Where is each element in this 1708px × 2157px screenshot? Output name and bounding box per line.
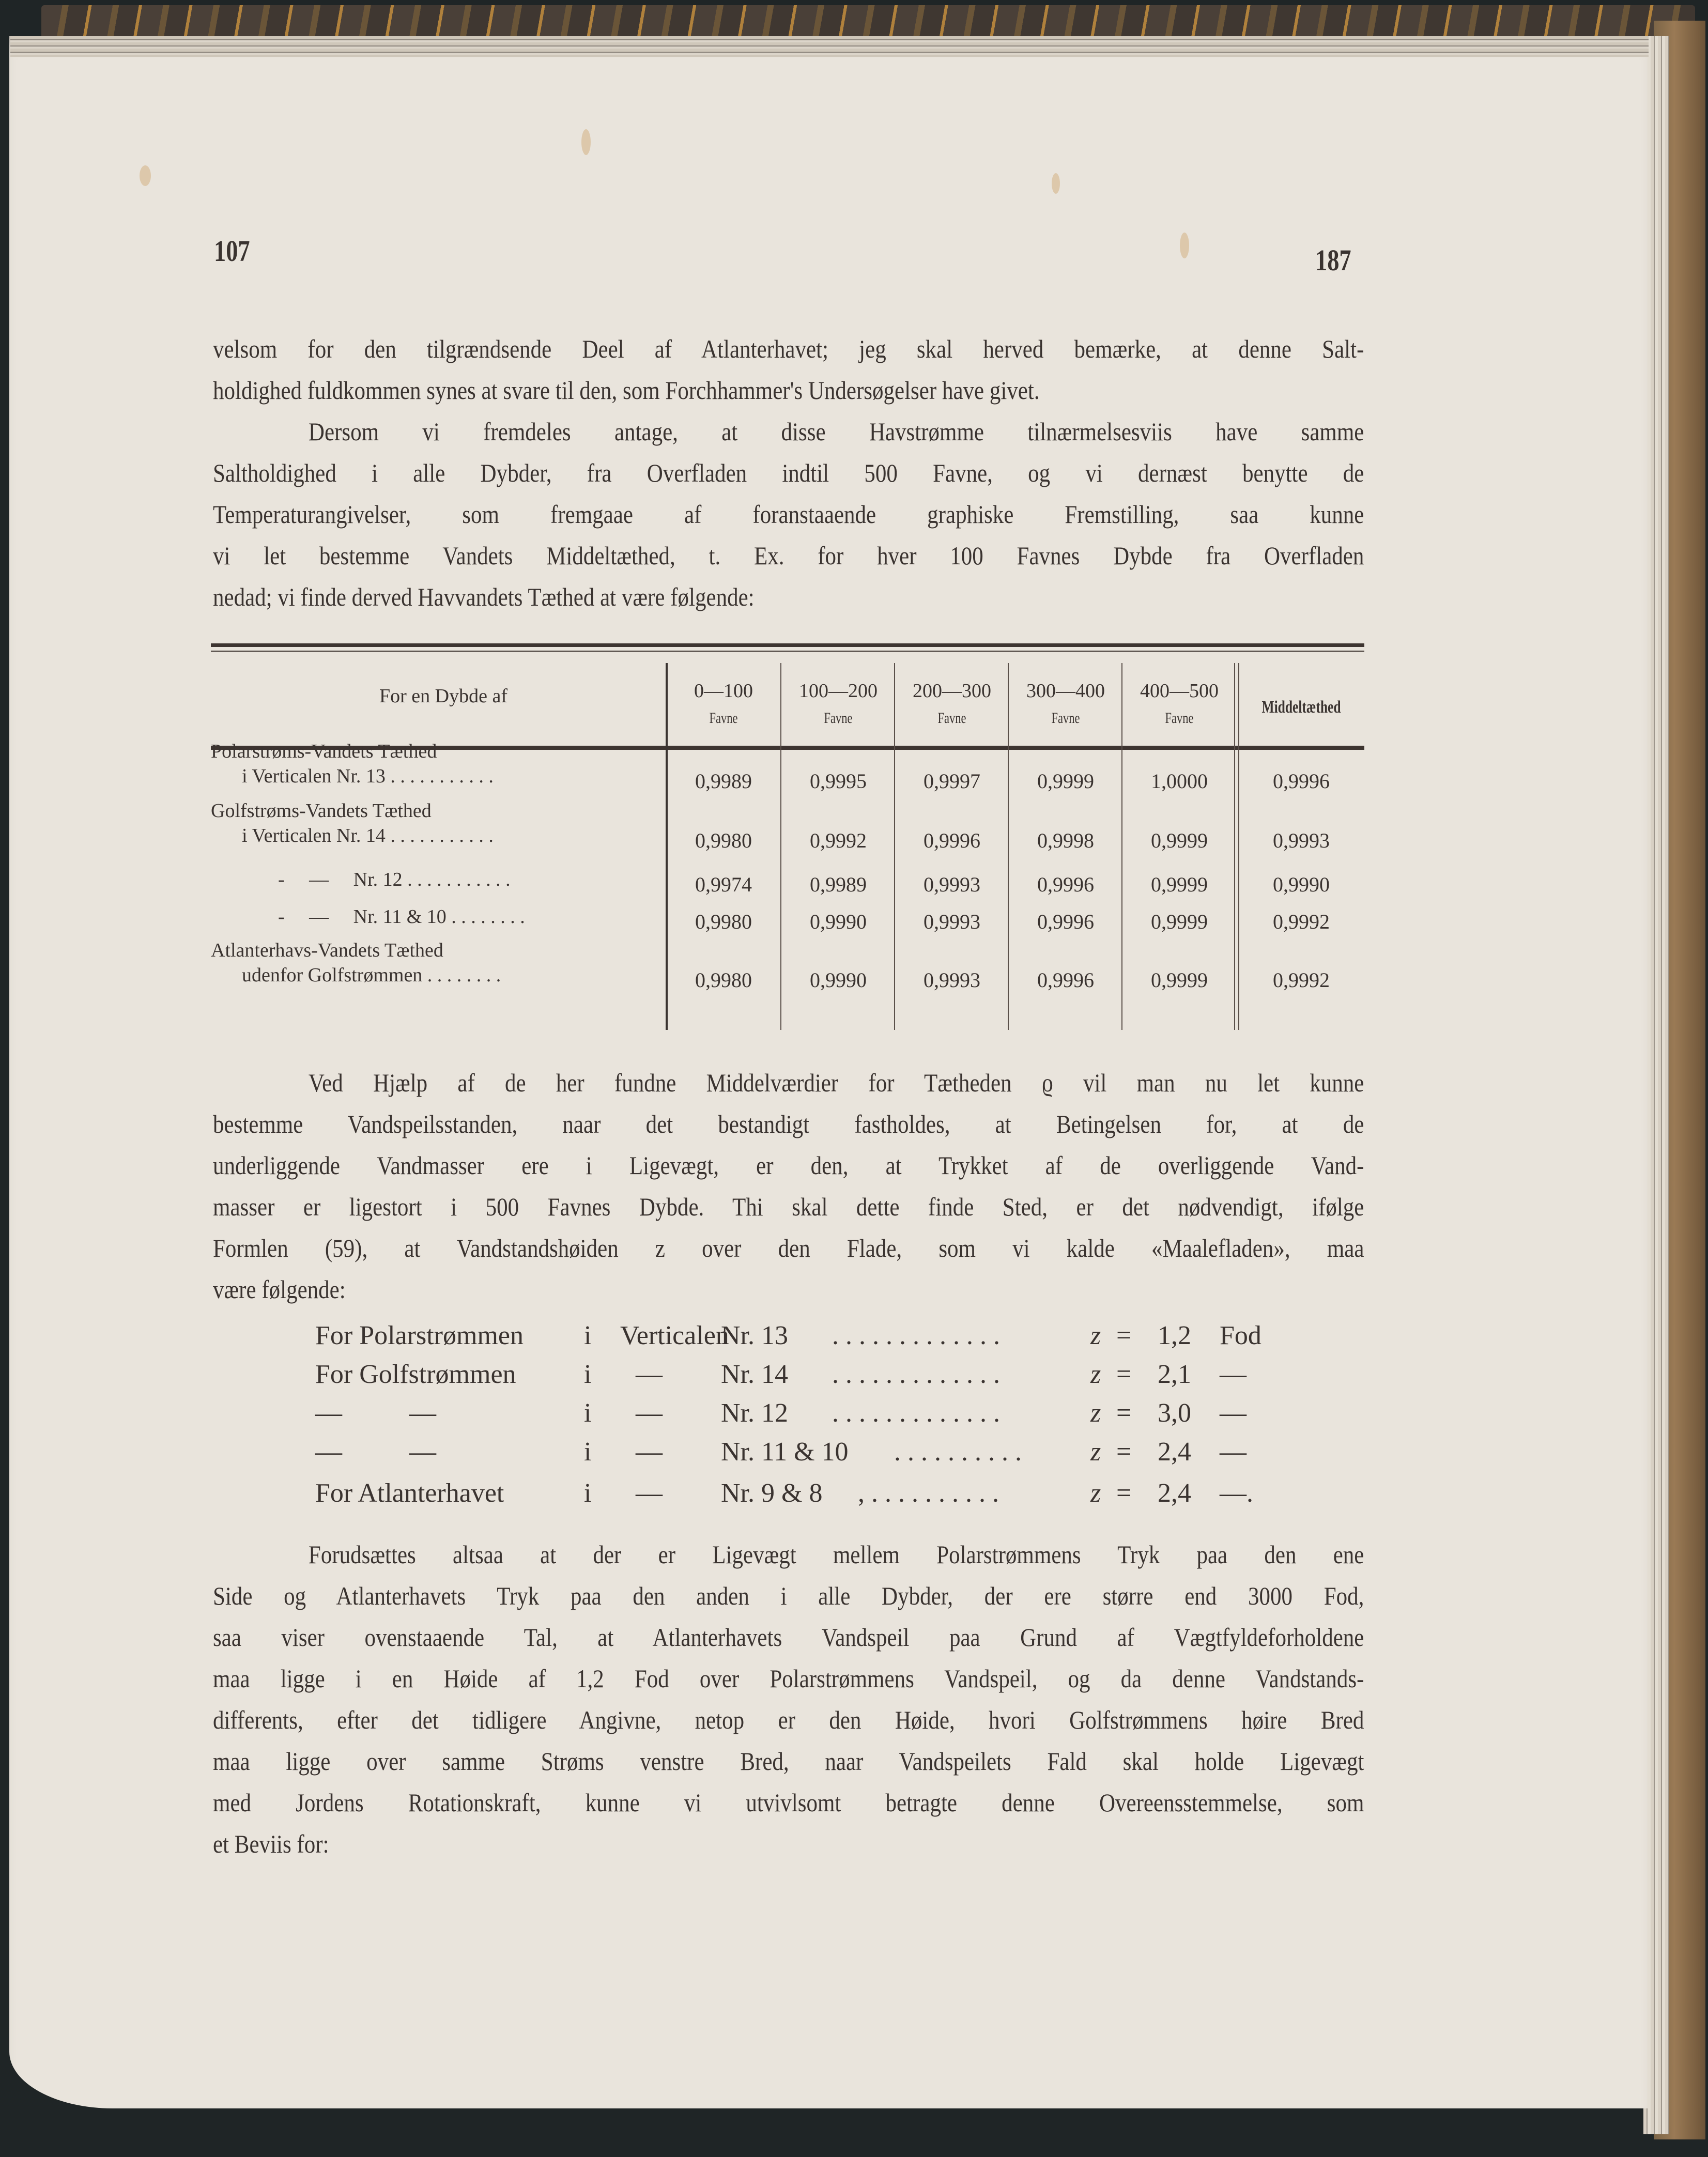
table-cell: 0,9990 (810, 968, 867, 992)
equation-c2: i (584, 1437, 592, 1467)
table-cell: 0,9990 (810, 910, 867, 933)
column-unit: Favne (1051, 710, 1080, 727)
column-header-300-400: 300—400 (1026, 680, 1105, 702)
table-cell: 0,9998 (1037, 829, 1094, 852)
row-sublabel: i Verticalen Nr. 14 . . . . . . . . . . . (242, 825, 494, 846)
table-cell: 0,9999 (1151, 910, 1208, 933)
equation-eq: = (1116, 1398, 1132, 1428)
density-table (211, 643, 1364, 1041)
table-cell: 0,9989 (695, 769, 752, 793)
text-line: Forudsættes altsaa at der er Ligevægt mellem Polarstrømmens Tryk paa den ene (308, 1540, 1364, 1569)
table-cell: 0,9980 (695, 910, 752, 933)
text-line: Side og Atlanterhavets Tryk paa den anden i alle Dybder, der ere større end 3000 Fod, (213, 1581, 1364, 1610)
text-line: masser er ligestort i 500 Favnes Dybde. Thi skal dette finde Sted, er det nødvendigt, ifølge (213, 1192, 1364, 1221)
equation-var: z (1090, 1398, 1101, 1428)
text-line: med Jordens Rotationskraft, kunne vi utvivlsomt betragte denne Overeensstemmelse, som (213, 1788, 1364, 1817)
text-line: bestemme Vandspeilsstanden, naar det bestandigt fastholdes, at Betingelsen for, at de (213, 1110, 1364, 1138)
column-header-0-100: 0—100 (694, 680, 753, 702)
equation-c1: For Atlanterhavet (315, 1478, 504, 1508)
equation-dots: . . . . . . . . . . . . . (832, 1321, 1000, 1350)
text-line: Dersom vi fremdeles antage, at disse Havstrømme tilnærmelsesviis have samme (308, 417, 1364, 446)
table-cell: 0,9999 (1037, 769, 1094, 793)
equation-var: z (1090, 1437, 1101, 1467)
equation-unit: — (1220, 1437, 1247, 1467)
table-cell: 0,9996 (1037, 910, 1094, 933)
column-unit: Favne (824, 710, 853, 727)
text-line: være følgende: (213, 1275, 346, 1304)
equation-val: 2,1 (1158, 1360, 1191, 1389)
text-line: Saltholdighed i alle Dybder, fra Overfladen indtil 500 Favne, og vi dernæst benytte de (213, 458, 1364, 487)
table-top-rule-thin (211, 651, 1364, 652)
text-line: velsom for den tilgrændsende Deel af Atlanterhavet; jeg skal herved bemærke, at denne Salt- (213, 334, 1364, 363)
equation-val: 1,2 (1158, 1321, 1191, 1350)
equation-c2: i (584, 1398, 592, 1428)
text-line: maa ligge i en Høide af 1,2 Fod over Polarstrømmens Vandspeil, og da denne Vandstands- (213, 1664, 1364, 1693)
equation-nr: Nr. 9 & 8 (721, 1478, 823, 1508)
equation-c3: Verticalen (620, 1321, 729, 1350)
row-sublabel: i Verticalen Nr. 13 . . . . . . . . . . . (242, 765, 494, 787)
equation-nr: Nr. 14 (721, 1360, 788, 1389)
row-sublabel: - — Nr. 12 . . . . . . . . . . . (278, 869, 511, 890)
paragraph-2 (213, 411, 1364, 618)
page-top-edge (10, 36, 1649, 57)
equation-var: z (1090, 1478, 1101, 1508)
equation-unit: Fod (1220, 1321, 1261, 1350)
table-cell: 0,9999 (1151, 829, 1208, 852)
text-line: underliggende Vandmasser ere i Ligevægt, er den, at Trykket af de overliggende Vand- (213, 1151, 1364, 1180)
row-label: Atlanterhavs-Vandets Tæthed (211, 939, 443, 961)
equation-val: 2,4 (1158, 1437, 1191, 1467)
equation-eq: = (1116, 1437, 1132, 1467)
equation-c3: — (636, 1437, 663, 1467)
table-cell: 0,9974 (695, 873, 752, 896)
text-line: et Beviis for: (213, 1829, 329, 1858)
equation-eq: = (1116, 1360, 1132, 1389)
table-cell: 0,9990 (1273, 873, 1330, 896)
text-line: nedad; vi finde derved Havvandets Tæthed at være følgende: (213, 582, 755, 611)
text-line: Ved Hjælp af de her fundne Middelværdier for Tætheden ϱ vil man nu let kunne (308, 1068, 1364, 1097)
table-header-label: For en Dybde af (379, 685, 507, 707)
equation-c2: i (584, 1478, 592, 1508)
equation-var: z (1090, 1321, 1101, 1350)
equation-c1: — — (315, 1398, 436, 1428)
table-cell: 0,9980 (695, 829, 752, 852)
text-line: Formlen (59), at Vandstandshøiden z over den Flade, som vi kalde «Maalefladen», maa (213, 1234, 1364, 1262)
table-cell: 1,0000 (1151, 769, 1208, 793)
table-top-rule (211, 643, 1364, 647)
column-unit: Favne (937, 710, 966, 727)
equation-unit: — (1220, 1398, 1247, 1428)
page-number-right: 187 (1315, 243, 1351, 277)
table-cell: 0,9999 (1151, 968, 1208, 992)
text-line: holdighed fuldkommen synes at svare til den, som Forchhammer's Undersøgelser have givet. (213, 376, 1040, 405)
table-cell: 0,9993 (1273, 829, 1330, 852)
table-cell: 0,9993 (924, 910, 980, 933)
table-cell: 0,9980 (695, 968, 752, 992)
table-cell: 0,9992 (1273, 910, 1330, 933)
equation-val: 2,4 (1158, 1478, 1191, 1508)
column-unit: Favne (709, 710, 738, 727)
table-cell: 0,9993 (924, 968, 980, 992)
paragraph-3 (213, 1062, 1364, 1310)
column-header-100-200: 100—200 (799, 680, 878, 702)
equation-c1: For Golfstrømmen (315, 1360, 516, 1389)
equation-c3: — (636, 1398, 663, 1428)
table-cell: 0,9992 (1273, 968, 1330, 992)
table-cell: 0,9999 (1151, 873, 1208, 896)
text-line: vi let bestemme Vandets Middeltæthed, t. Ex. for hver 100 Favnes Dybde fra Overfladen (213, 541, 1364, 570)
row-sublabel: - — Nr. 11 & 10 . . . . . . . . (278, 906, 525, 928)
equation-dots: . . . . . . . . . . . . . (832, 1360, 1000, 1389)
equation-nr: Nr. 11 & 10 (721, 1437, 849, 1467)
table-cell: 0,9996 (1037, 873, 1094, 896)
equation-var: z (1090, 1360, 1101, 1389)
equation-dots: . . . . . . . . . . . . . (832, 1398, 1000, 1428)
column-header-middeltaethed: Middeltæthed (1261, 698, 1341, 717)
column-unit: Favne (1165, 710, 1194, 727)
table-cell: 0,9996 (1273, 769, 1330, 793)
equation-dots: , . . . . . . . . . . (858, 1478, 999, 1508)
equation-dots: . . . . . . . . . . (894, 1437, 1022, 1467)
row-label: Polarstrøms-Vandets Tæthed (211, 741, 437, 762)
column-header-400-500: 400—500 (1140, 680, 1219, 702)
paragraph-1 (213, 328, 1364, 411)
page-number-left: 107 (214, 234, 250, 268)
column-divider (1121, 663, 1122, 1030)
paper-stain (140, 165, 151, 186)
equation-c2: i (584, 1321, 592, 1350)
equation-unit: —. (1220, 1478, 1253, 1508)
column-divider (894, 663, 895, 1030)
equation-eq: = (1116, 1478, 1132, 1508)
text-line: differents, efter det tidligere Angivne, netop er den Høide, hvori Golfstrømmens høire Bred (213, 1705, 1364, 1734)
column-divider (780, 663, 781, 1030)
table-cell: 0,9996 (924, 829, 980, 852)
column-divider (666, 663, 668, 1030)
equation-c1: For Polarstrømmen (315, 1321, 524, 1350)
table-cell: 0,9997 (924, 769, 980, 793)
text-line: Temperaturangivelser, som fremgaae af foranstaaende graphiske Fremstilling, saa kunne (213, 500, 1364, 529)
row-label: Golfstrøms-Vandets Tæthed (211, 800, 432, 822)
equation-unit: — (1220, 1360, 1247, 1389)
equation-nr: Nr. 13 (721, 1321, 788, 1350)
text-line: maa ligge over samme Strøms venstre Bred, naar Vandspeilets Fald skal holde Ligevægt (213, 1747, 1364, 1776)
equation-eq: = (1116, 1321, 1132, 1350)
column-divider (1238, 663, 1239, 1030)
column-divider (1234, 663, 1235, 1030)
table-cell: 0,9989 (810, 873, 867, 896)
equation-c1: — — (315, 1437, 436, 1467)
paragraph-4 (213, 1534, 1364, 1865)
table-cell: 0,9995 (810, 769, 867, 793)
paper-stain (1180, 233, 1189, 258)
row-sublabel: udenfor Golfstrømmen . . . . . . . . (242, 964, 501, 986)
paper-stain (1052, 173, 1060, 194)
text-line: saa viser ovenstaaende Tal, at Atlanterhavets Vandspeil paa Grund af Vægtfyldeforholdene (213, 1623, 1364, 1652)
equation-c3: — (636, 1478, 663, 1508)
equation-nr: Nr. 12 (721, 1398, 788, 1428)
equation-val: 3,0 (1158, 1398, 1191, 1428)
table-cell: 0,9996 (1037, 968, 1094, 992)
table-cell: 0,9993 (924, 873, 980, 896)
equation-c2: i (584, 1360, 592, 1389)
equation-c3: — (636, 1360, 663, 1389)
column-divider (1008, 663, 1009, 1030)
table-cell: 0,9992 (810, 829, 867, 852)
paper-stain (581, 129, 591, 155)
column-header-200-300: 200—300 (913, 680, 991, 702)
